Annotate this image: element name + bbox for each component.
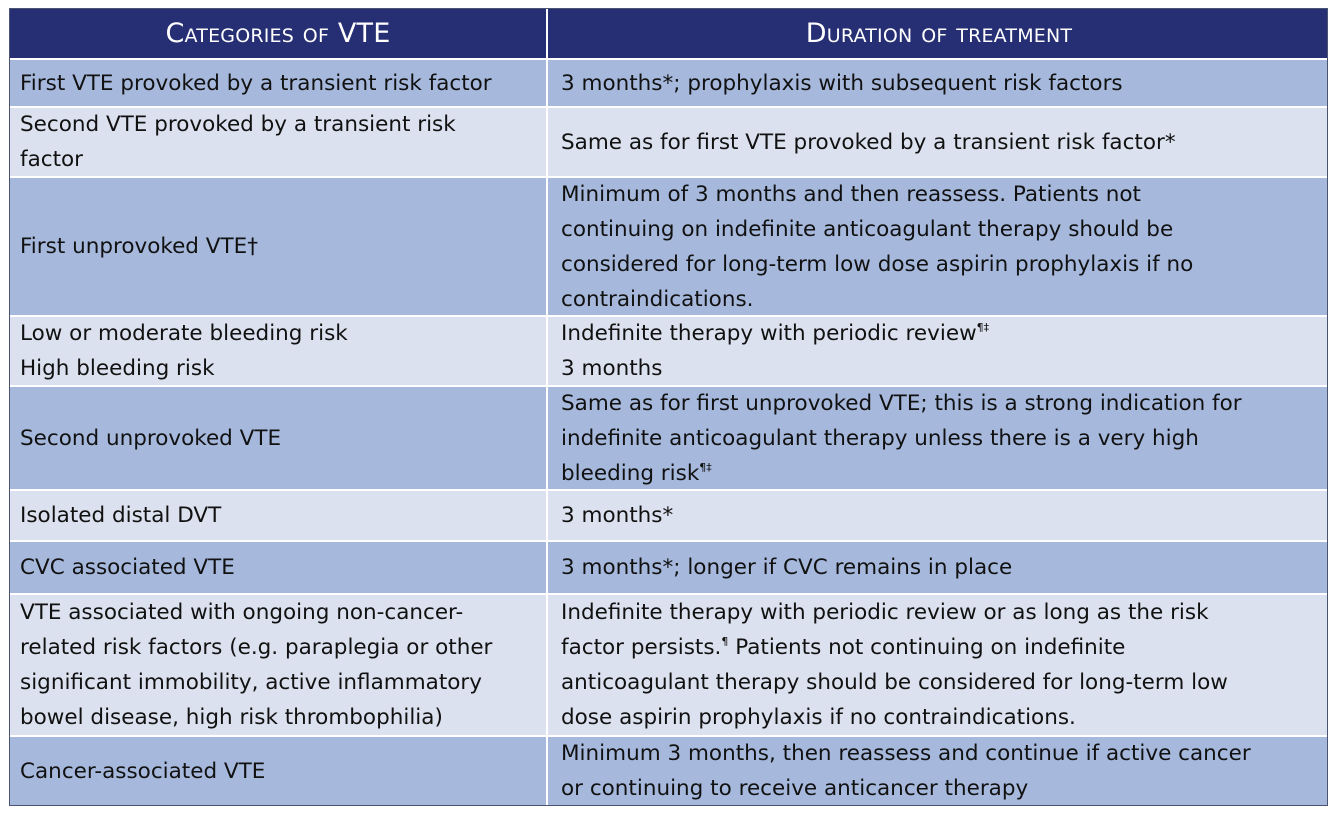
category-cell: First VTE provoked by a transient risk factor: [10, 60, 548, 106]
duration-cell: Same as for first VTE provoked by a transient risk factor*: [561, 129, 1176, 155]
category-cell: Second VTE provoked by a transient risk factor: [10, 108, 548, 176]
table-header: [10, 9, 1327, 58]
footnote-marks: ¶‡: [699, 460, 712, 474]
duration-cell: 3 months*: [561, 503, 674, 528]
category-cell: Low or moderate bleeding risk High bleeding risk: [10, 317, 548, 385]
category-cell: Cancer-associated VTE: [10, 737, 548, 805]
table-row: [10, 106, 1327, 176]
header-categories: Categories of VTE: [10, 9, 548, 58]
table-row: [10, 735, 1327, 805]
duration-cell: 3 months*; prophylaxis with subsequent risk factors: [561, 70, 1123, 96]
table-row: [10, 315, 1327, 385]
category-cell: VTE associated with ongoing non-cancer- related risk factors (e.g. paraplegia or other significant immobility, active inflammatory bowel disease, high risk thrombophilia): [10, 595, 548, 735]
duration-cell: Same as for first unprovoked VTE; this is a strong indication for indefinite anticoagulant therapy unless there is a very high bleeding risk¶‡: [561, 390, 1242, 486]
table-row: [10, 385, 1327, 489]
category-cell: Second unprovoked VTE: [10, 387, 548, 489]
footnote-marks: ¶‡: [976, 321, 990, 334]
header-duration: Duration of treatment: [805, 18, 1073, 49]
table-row: [10, 58, 1327, 106]
duration-cell: Indefinite therapy with periodic review or as long as the risk factor persists.¶ Patients not continuing on indefinite anticoagulant therapy should be considered for long-term low dose aspirin prophylaxis if no contraindications.: [561, 600, 1228, 730]
table-row: [10, 593, 1327, 735]
duration-cell: Indefinite therapy with periodic review¶‡ 3 months: [561, 321, 990, 381]
category-cell: Isolated distal DVT: [10, 491, 548, 540]
vte-treatment-table: [9, 8, 1328, 806]
category-cell: CVC associated VTE: [10, 542, 548, 593]
footnote-mark: ¶: [721, 635, 729, 648]
duration-cell: 3 months*; longer if CVC remains in place: [561, 555, 1013, 580]
duration-cell: Minimum 3 months, then reassess and continue if active cancer or continuing to receive anticancer therapy: [561, 741, 1251, 801]
table-row: [10, 176, 1327, 315]
table-row: [10, 489, 1327, 540]
duration-cell: Minimum of 3 months and then reassess. Patients not continuing on indefinite anticoagulant therapy should be considered for long-term low dose aspirin prophylaxis if no contraindications.: [561, 181, 1194, 312]
table-row: [10, 540, 1327, 593]
category-cell: First unprovoked VTE†: [10, 178, 548, 315]
